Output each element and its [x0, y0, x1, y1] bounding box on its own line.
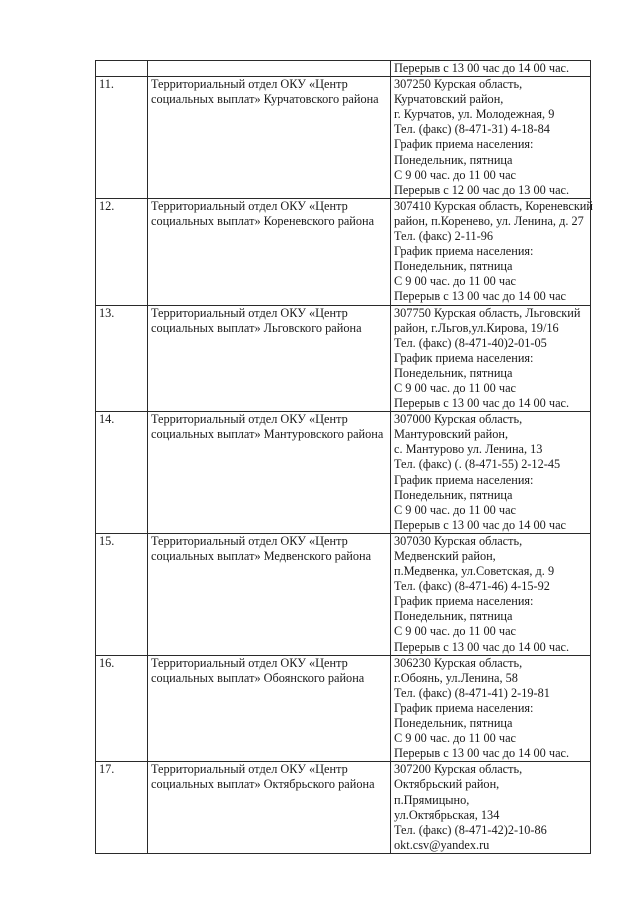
- office-name-cell: [148, 77, 391, 199]
- address-cell: [391, 412, 591, 534]
- address-line: Тел. (факс) (8-471-41) 2-19-81: [394, 685, 550, 700]
- address-line: Октябрьский район,: [394, 777, 500, 792]
- address-line: С 9 00 час. до 11 00 час: [394, 731, 516, 746]
- address-line: 307200 Курская область,: [394, 762, 523, 777]
- office-name-cell: [148, 762, 391, 854]
- address-line: район, г.Льгов,ул.Кирова, 19/16: [394, 320, 559, 335]
- office-name: Территориальный отдел ОКУ «Центр социальных выплат» Мантуровского района: [151, 412, 384, 442]
- address-line: Понедельник, пятница: [394, 487, 513, 502]
- address-line: График приема населения:: [394, 594, 534, 609]
- address-line: С 9 00 час. до 11 00 час: [394, 167, 516, 182]
- address-cell: [391, 762, 591, 854]
- table-row: [96, 77, 591, 199]
- address-line: Понедельник, пятница: [394, 716, 513, 731]
- table-row: [96, 762, 591, 854]
- address-line: График приема населения:: [394, 700, 534, 715]
- address-cell: [391, 77, 591, 199]
- offices-table-body: [96, 61, 591, 854]
- address-line: Перерыв с 13 00 час до 14 00 час.: [394, 639, 570, 654]
- address-line: 307250 Курская область,: [394, 77, 523, 92]
- address-line: Тел. (факс) (8-471-40)2-01-05: [394, 335, 547, 350]
- office-name-cell: [148, 198, 391, 305]
- address-cell: [391, 533, 591, 655]
- address-line: Перерыв с 13 00 час до 14 00 час: [394, 289, 567, 304]
- address-line: Тел. (факс) (8-471-46) 4-15-92: [394, 579, 550, 594]
- address-cell: [391, 61, 591, 77]
- address-line: С 9 00 час. до 11 00 час: [394, 624, 516, 639]
- address-line: 307750 Курская область, Льговский: [394, 305, 581, 320]
- address-line: п.Медвенка, ул.Советская, д. 9: [394, 564, 555, 579]
- office-name-cell: [148, 412, 391, 534]
- address-line: Курчатовский район,: [394, 92, 504, 107]
- table-row: [96, 655, 591, 762]
- address-line: 307410 Курская область, Кореневский: [394, 198, 593, 213]
- address-line: Понедельник, пятница: [394, 259, 513, 274]
- address-line: 307030 Курская область,: [394, 533, 523, 548]
- address-line: г. Курчатов, ул. Молодежная, 9: [394, 107, 555, 122]
- table-row: [96, 305, 591, 412]
- address-line: Тел. (факс) (. (8-471-55) 2-12-45: [394, 457, 561, 472]
- row-number-cell: 15.: [96, 533, 148, 655]
- row-number-cell: 12.: [96, 198, 148, 305]
- address-line: 307000 Курская область,: [394, 412, 523, 427]
- address-line: График приема населения:: [394, 350, 534, 365]
- address-line: г.Обоянь, ул.Ленина, 58: [394, 670, 518, 685]
- office-name: Территориальный отдел ОКУ «Центр социальных выплат» Кореневского района: [151, 198, 375, 228]
- address-line: Понедельник, пятница: [394, 609, 513, 624]
- address-line: Перерыв с 13 00 час до 14 00 час.: [394, 746, 570, 761]
- row-number-cell: 16.: [96, 655, 148, 762]
- office-name: Территориальный отдел ОКУ «Центр социальных выплат» Льговского района: [151, 305, 362, 335]
- address-line: График приема населения:: [394, 137, 534, 152]
- table-row: [96, 412, 591, 534]
- row-number-cell: 14.: [96, 412, 148, 534]
- address-line: okt.csv@yandex.ru: [394, 837, 490, 852]
- row-number-cell: [96, 61, 148, 77]
- address-line: Тел. (факс) (8-471-42)2-10-86: [394, 822, 547, 837]
- address-cell: [391, 198, 591, 305]
- address-line: Перерыв с 12 00 час до 13 00 час.: [394, 182, 570, 197]
- address-line: район, п.Коренево, ул. Ленина, д. 27: [394, 213, 584, 228]
- address-line: Перерыв с 13 00 час до 14 00 час.: [394, 61, 570, 75]
- address-line: Мантуровский район,: [394, 427, 509, 442]
- address-cell: [391, 655, 591, 762]
- row-number-cell: 11.: [96, 77, 148, 199]
- office-name: Территориальный отдел ОКУ «Центр социальных выплат» Октябрьского района: [151, 762, 375, 792]
- address-line: С 9 00 час. до 11 00 час: [394, 502, 516, 517]
- address-line: С 9 00 час. до 11 00 час: [394, 380, 516, 395]
- address-line: Понедельник, пятница: [394, 365, 513, 380]
- address-line: Понедельник, пятница: [394, 152, 513, 167]
- row-number-cell: 17.: [96, 762, 148, 854]
- office-name-cell: [148, 655, 391, 762]
- address-line: Тел. (факс) 2-11-96: [394, 229, 494, 244]
- office-name: Территориальный отдел ОКУ «Центр социальных выплат» Обоянского района: [151, 655, 365, 685]
- address-line: Тел. (факс) (8-471-31) 4-18-84: [394, 122, 550, 137]
- address-line: Медвенский район,: [394, 549, 496, 563]
- office-name-cell: [148, 61, 391, 77]
- office-name-cell: [148, 305, 391, 412]
- address-line: График приема населения:: [394, 472, 534, 487]
- table-row: [96, 198, 591, 305]
- address-line: ул.Октябрьская, 134: [394, 807, 500, 822]
- address-line: 306230 Курская область,: [394, 655, 523, 670]
- address-line: С 9 00 час. до 11 00 час: [394, 274, 516, 289]
- address-line: п.Прямицыно,: [394, 792, 470, 807]
- address-line: Перерыв с 13 00 час до 14 00 час: [394, 517, 567, 532]
- office-name: Территориальный отдел ОКУ «Центр социальных выплат» Курчатовского района: [151, 77, 379, 107]
- address-line: Перерыв с 13 00 час до 14 00 час.: [394, 396, 570, 411]
- address-line: График приема населения:: [394, 244, 534, 259]
- offices-table: [95, 60, 591, 854]
- table-row-continued: [96, 61, 591, 77]
- office-name-cell: [148, 533, 391, 655]
- row-number-cell: 13.: [96, 305, 148, 412]
- address-cell: [391, 305, 591, 412]
- table-row: [96, 533, 591, 655]
- address-line: с. Мантурово ул. Ленина, 13: [394, 442, 543, 457]
- office-name: Территориальный отдел ОКУ «Центр социальных выплат» Медвенского района: [151, 533, 372, 563]
